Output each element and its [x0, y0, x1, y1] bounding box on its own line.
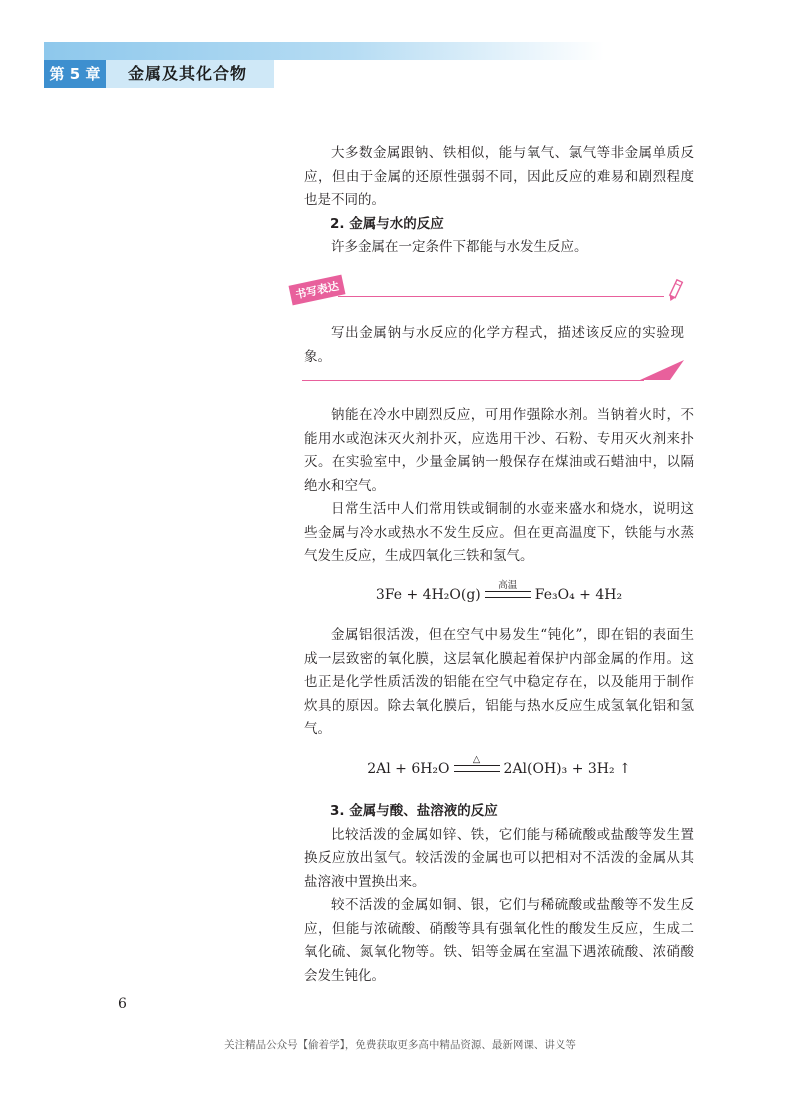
- writing-box-bottom-rule: [302, 380, 644, 381]
- section-heading-acid: 3. 金属与酸、盐溶液的反应: [330, 803, 498, 819]
- equation-aluminum-water: [304, 754, 694, 777]
- equation1-condition-label: 高温: [498, 580, 518, 591]
- section-heading-water: 2. 金属与水的反应: [330, 215, 444, 232]
- equals-sign-icon: [485, 591, 531, 598]
- section-acid-salt: [304, 800, 694, 988]
- header-band: [44, 42, 604, 60]
- footer-note: 关注精品公众号【偷着学】，免费获取更多高中精品资源、最新网课、讲义等: [224, 1039, 576, 1051]
- triangle-decoration-icon: [640, 360, 684, 382]
- equation2-reactants: 2Al + 6H₂O: [367, 761, 450, 777]
- equation2-condition-label: △: [472, 754, 481, 765]
- water-intro-paragraph: 许多金属在一定条件下都能与水发生反应。: [331, 239, 588, 255]
- intro-paragraph: 大多数金属跟钠、铁相似，能与氧气、氯气等非金属单质反应，但由于金属的还原性强弱不同，因此反应的难易和剧烈程度也是不同的。: [304, 145, 694, 208]
- sodium-paragraph: 钠能在冷水中剧烈反应，可用作强除水剂。当钠着火时，不能用水或泡沫灭火剂扑灭，应选用干沙、石粉、专用灭火剂来扑灭。在实验室中，少量金属钠一般保存在煤油或石蜡油中，以隔绝水和空气。: [304, 407, 694, 494]
- inactive-metals-paragraph: 较不活泼的金属如铜、银，它们与稀硫酸或盐酸等不发生反应，但能与浓硫酸、硝酸等具有强氧化性的酸发生反应，生成二氧化硫、氮氧化物等。铁、铝等金属在室温下遇浓硫酸、浓硝酸会发生钝化。: [304, 897, 694, 984]
- section-water-body: [304, 404, 694, 569]
- writing-box-prompt: 写出金属钠与水反应的化学方程式，描述该反应的实验现象。: [304, 325, 684, 365]
- equation1-products: Fe₃O₄ + 4H₂: [534, 587, 623, 603]
- equation1-condition: [485, 580, 531, 603]
- pencil-icon: [664, 278, 686, 304]
- active-metals-paragraph: 比较活泼的金属如锌、铁，它们能与稀硫酸或盐酸等发生置换反应放出氢气。较活泼的金属也可以把相对不活泼的金属从其盐溶液中置换出来。: [304, 826, 694, 890]
- page-number: 6: [118, 996, 127, 1012]
- aluminum-paragraph: 金属铝很活泼，但在空气中易发生“钝化”，即在铝的表面生成一层致密的氧化膜，这层氧化膜起着保护内部金属的作用。这也正是化学性质活泼的铝能在空气中稳定存在，以及能用于制作炊具的原因。除去氧化膜后，铝能与热水反应生成氢氧化铝和氢气。: [304, 627, 694, 737]
- chapter-title: 金属及其化合物: [128, 64, 248, 83]
- section-aluminum: [304, 624, 694, 742]
- section-intro: [304, 142, 694, 260]
- writing-exercise-box: [288, 272, 694, 390]
- equation2-products: 2Al(OH)₃ + 3H₂ ↑: [503, 761, 631, 777]
- equals-sign-icon: [454, 765, 500, 772]
- equation-iron-steam: [304, 580, 694, 603]
- writing-box-top-rule: [338, 296, 664, 297]
- equation2-condition: [454, 754, 500, 777]
- equation1-reactants: 3Fe + 4H₂O(g): [375, 587, 481, 603]
- iron-paragraph: 日常生活中人们常用铁或铜制的水壶来盛水和烧水，说明这些金属与冷水或热水不发生反应。但在更高温度下，铁能与水蒸气发生反应，生成四氧化三铁和氢气。: [304, 501, 694, 564]
- chapter-label: 第 5 章: [44, 60, 106, 88]
- writing-badge: 书写表达: [289, 275, 346, 306]
